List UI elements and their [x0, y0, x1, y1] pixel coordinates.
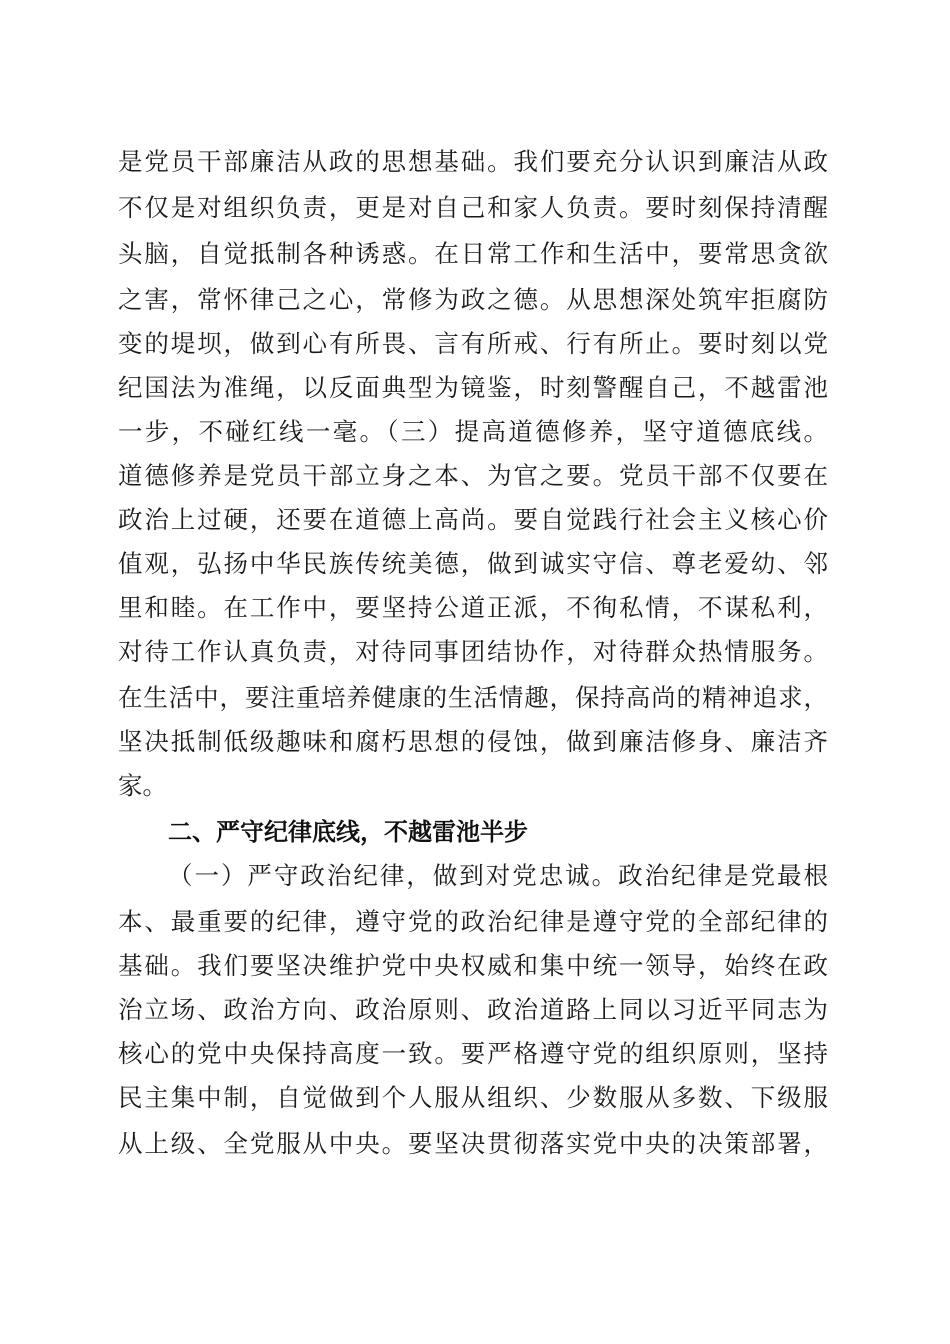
paragraph-line: 政治上过硬，还要在道德上高尚。要自觉践行社会主义核心价	[118, 505, 828, 534]
paragraph-line: 值观，弘扬中华民族传统美德，做到诚实守信、尊老爱幼、邻	[118, 549, 828, 578]
paragraph-line: 是党员干部廉洁从政的思想基础。我们要充分认识到廉洁从政	[118, 147, 828, 176]
paragraph-line: 一步，不碰红线一毫。（三）提高道德修养，坚守道德底线。	[118, 417, 828, 446]
paragraph-line: 家。	[118, 771, 167, 800]
paragraph-line: 里和睦。在工作中，要坚持公道正派，不徇私情，不谋私利，	[118, 593, 828, 622]
paragraph-line: 本、最重要的纪律，遵守党的政治纪律是遵守党的全部纪律的	[118, 907, 828, 936]
paragraph-line: 纪国法为准绳，以反面典型为镜鉴，时刻警醒自己，不越雷池	[118, 373, 828, 402]
paragraph-line: 基础。我们要坚决维护党中央权威和集中统一领导，始终在政	[118, 951, 828, 980]
paragraph-line: 不仅是对组织负责，更是对自己和家人负责。要时刻保持清醒	[118, 193, 828, 222]
paragraph-line: 民主集中制，自觉做到个人服从组织、少数服从多数、下级服	[118, 1083, 828, 1112]
paragraph-line: 之害，常怀律己之心，常修为政之德。从思想深处筑牢拒腐防	[118, 285, 828, 314]
paragraph-line: 对待工作认真负责，对待同事团结协作，对待群众热情服务。	[118, 637, 828, 666]
paragraph-line: 在生活中，要注重培养健康的生活情趣，保持高尚的精神追求，	[118, 683, 828, 712]
paragraph-line: 变的堤坝，做到心有所畏、言有所戒、行有所止。要时刻以党	[118, 329, 828, 358]
paragraph-line: 治立场、政治方向、政治原则、政治道路上同以习近平同志为	[118, 995, 828, 1024]
paragraph-line: 从上级、全党服从中央。要坚决贯彻落实党中央的决策部署，	[118, 1129, 828, 1158]
section-heading: 二、严守纪律底线，不越雷池半步	[168, 818, 528, 846]
paragraph-line: （一）严守政治纪律，做到对党忠诚。政治纪律是党最根	[168, 861, 828, 890]
paragraph-line: 核心的党中央保持高度一致。要严格遵守党的组织原则，坚持	[118, 1039, 828, 1068]
paragraph-line: 道德修养是党员干部立身之本、为官之要。党员干部不仅要在	[118, 461, 828, 490]
paragraph-line: 头脑，自觉抵制各种诱惑。在日常工作和生活中，要常思贪欲	[118, 239, 828, 268]
paragraph-line: 坚决抵制低级趣味和腐朽思想的侵蚀，做到廉洁修身、廉洁齐	[118, 727, 828, 756]
